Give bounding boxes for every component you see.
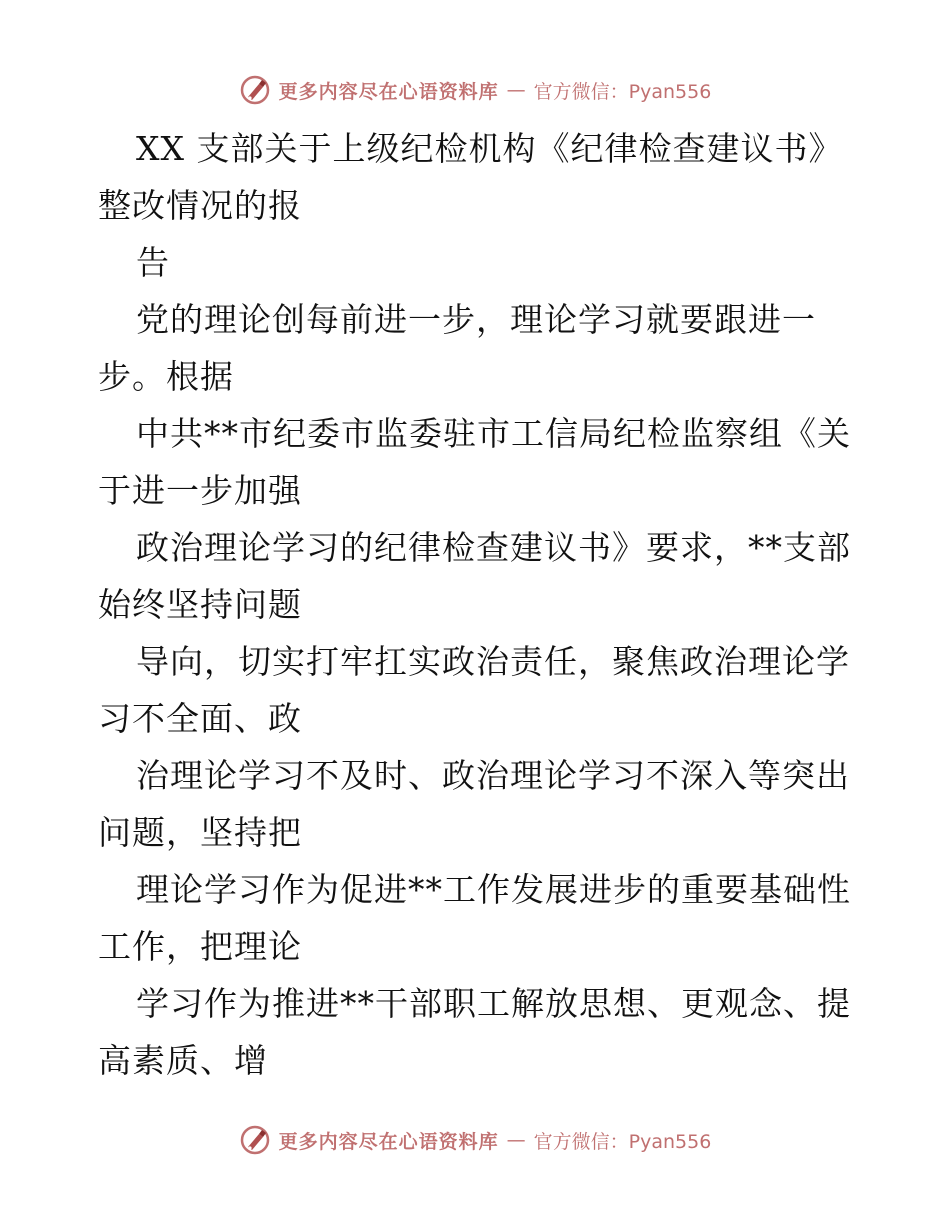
watermark-main-text: 更多内容尽在心语资料库 (278, 80, 499, 103)
document-line: 党的理论创每前进一步，理论学习就要跟进一 (136, 300, 816, 339)
document-line: 整改情况的报 (98, 186, 302, 225)
document-line: XX 支部关于上级纪检机构《纪律检查建议书》 (136, 129, 843, 168)
watermark-wechat-text: 官方微信：Pyan556 (533, 1130, 712, 1153)
document-line: 于进一步加强 (98, 471, 302, 510)
watermark-main-text: 更多内容尽在心语资料库 (278, 1130, 499, 1153)
document-line: 中共**市纪委市监委驻市工信局纪检监察组《关 (136, 414, 851, 453)
document-line: 问题，坚持把 (98, 813, 302, 852)
document-line: 高素质、增 (98, 1041, 268, 1080)
pen-nib-logo-icon (239, 74, 271, 106)
document-line: 告 (136, 243, 170, 282)
document-line: 政治理论学习的纪律检查建议书》要求，**支部 (136, 528, 851, 567)
watermark-dash: — (506, 79, 526, 101)
document-line: 导向，切实打牢扛实政治责任，聚焦政治理论学 (136, 642, 850, 681)
header-watermark-banner (0, 70, 950, 110)
document-line: 步。根据 (98, 357, 234, 396)
document-line: 工作，把理论 (98, 927, 302, 966)
watermark-dash: — (506, 1129, 526, 1151)
watermark-wechat-text: 官方微信：Pyan556 (533, 80, 712, 103)
footer-watermark-banner (0, 1120, 950, 1160)
document-line: 习不全面、政 (98, 699, 302, 738)
document-line: 学习作为推进**干部职工解放思想、更观念、提 (136, 984, 851, 1023)
document-line: 始终坚持问题 (98, 585, 302, 624)
pen-nib-logo-icon (239, 1124, 271, 1156)
document-body (98, 120, 858, 1089)
document-line: 理论学习作为促进**工作发展进步的重要基础性 (136, 870, 851, 909)
document-line: 治理论学习不及时、政治理论学习不深入等突出 (136, 756, 850, 795)
